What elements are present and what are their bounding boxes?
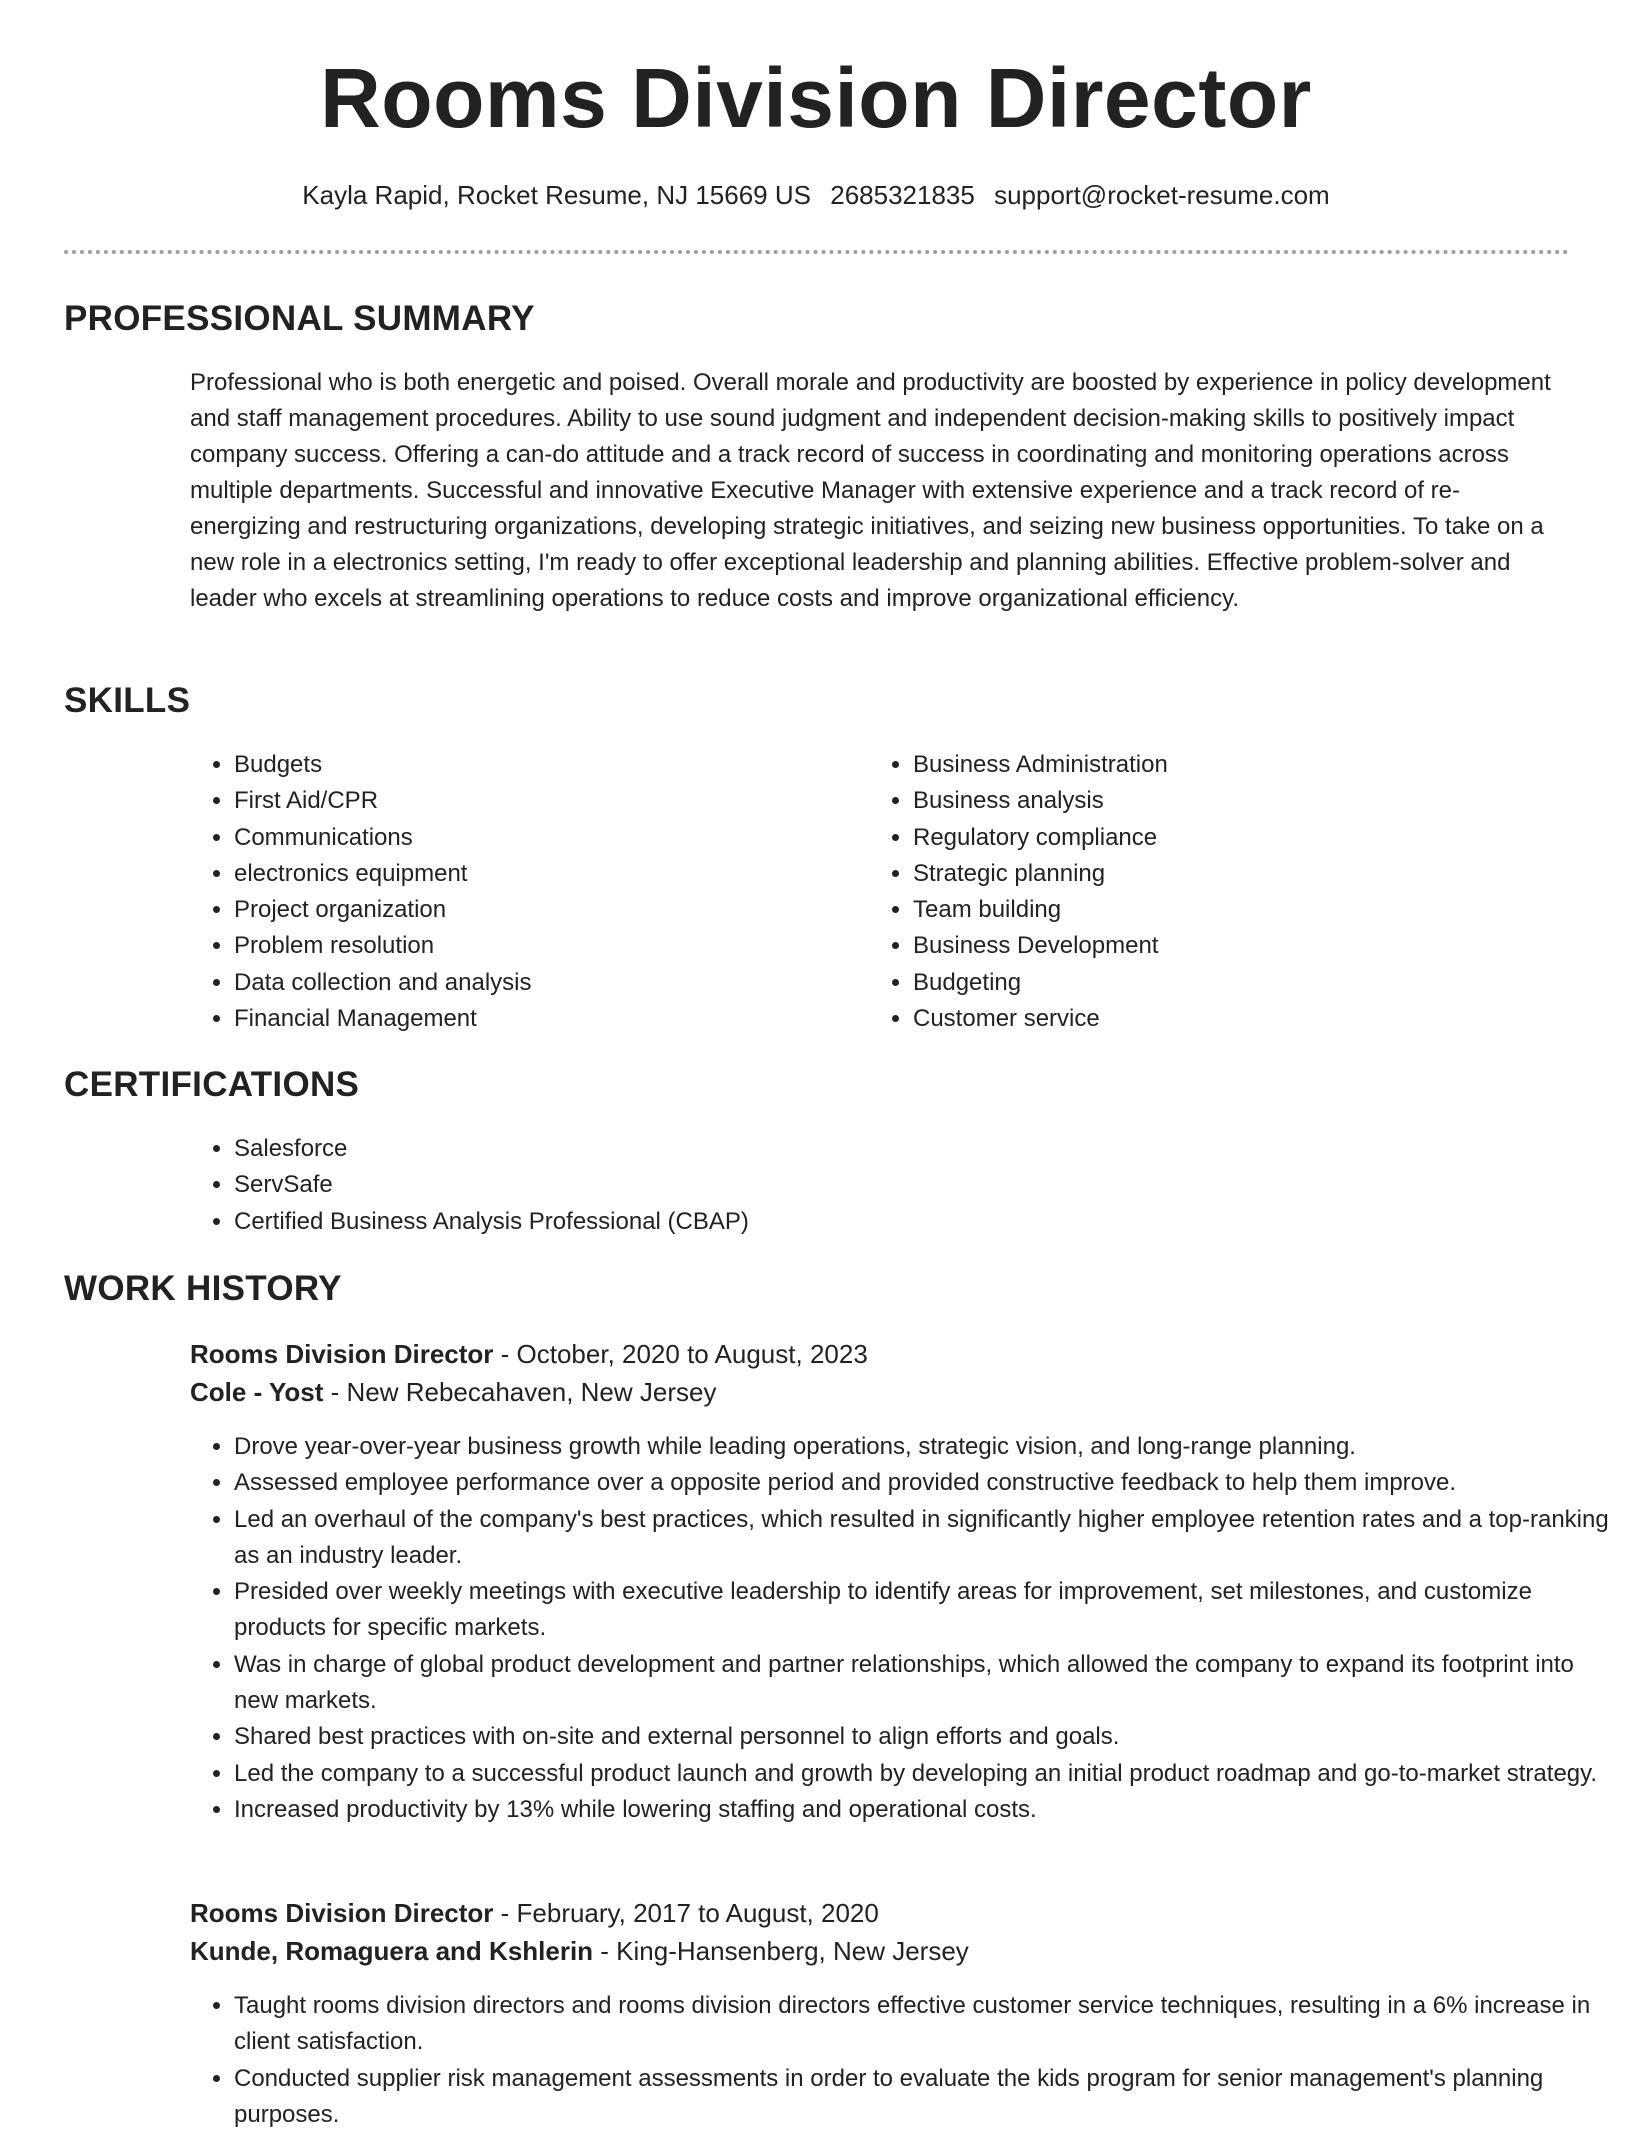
list-item: • Budgets (234, 747, 854, 783)
job-title-line (190, 1894, 879, 1932)
list-item: • Customer service (913, 1001, 1593, 1037)
list-item: • electronics equipment (234, 856, 854, 892)
list-item: • Business analysis (913, 783, 1593, 819)
list-item: • Business Development (913, 928, 1593, 964)
list-item: • Taught rooms division directors and rooms division directors effective customer service techniques, resulting in a 6% increase in client satisfaction. (234, 1988, 1614, 2061)
skills-heading: SKILLS (64, 681, 191, 720)
job-bullets (190, 1988, 1614, 2133)
list-item: • Communications (234, 820, 854, 856)
list-item: • Business Administration (913, 747, 1593, 783)
skills-list-left (190, 747, 854, 1037)
list-item: • Drove year-over-year business growth while leading operations, strategic vision, and long-range planning. (234, 1429, 1614, 1465)
job-location: - New Rebecahaven, New Jersey (323, 1377, 717, 1407)
job-company-line (190, 1373, 716, 1411)
work-history-heading: WORK HISTORY (64, 1269, 342, 1308)
list-item: • Problem resolution (234, 928, 854, 964)
list-item: • Certified Business Analysis Professional (CBAP) (234, 1204, 1614, 1240)
list-item: • First Aid/CPR (234, 783, 854, 819)
certifications-list (190, 1131, 1614, 1240)
contact-line (0, 180, 1632, 211)
job-role: Rooms Division Director (190, 1898, 494, 1928)
list-item: • Financial Management (234, 1001, 854, 1037)
job-dates: - October, 2020 to August, 2023 (493, 1339, 868, 1369)
header-divider (64, 250, 1569, 254)
list-item: • Strategic planning (913, 856, 1593, 892)
job-location: - King-Hansenberg, New Jersey (593, 1936, 969, 1966)
job-title-line (190, 1335, 868, 1373)
list-item: • Team building (913, 892, 1593, 928)
certifications-heading: CERTIFICATIONS (64, 1065, 360, 1104)
list-item: • Presided over weekly meetings with executive leadership to identify areas for improvement, set milestones, and customize products for specific markets. (234, 1574, 1614, 1647)
list-item: • Assessed employee performance over a opposite period and provided constructive feedback to help them improve. (234, 1465, 1614, 1501)
contact-address: Kayla Rapid, Rocket Resume, NJ 15669 US (302, 180, 811, 210)
job-dates: - February, 2017 to August, 2020 (493, 1898, 879, 1928)
job-company: Cole - Yost (190, 1377, 324, 1407)
contact-phone: 2685321835 (830, 180, 975, 210)
list-item: • Regulatory compliance (913, 820, 1593, 856)
list-item: • Increased productivity by 13% while lowering staffing and operational costs. (234, 1792, 1614, 1828)
job-bullets (190, 1429, 1614, 1828)
job-role: Rooms Division Director (190, 1339, 494, 1369)
contact-email: support@rocket-resume.com (994, 180, 1330, 210)
list-item: • Budgeting (913, 965, 1593, 1001)
summary-heading: PROFESSIONAL SUMMARY (64, 299, 535, 338)
page-title: Rooms Division Director (320, 51, 1312, 145)
list-item: • Data collection and analysis (234, 965, 854, 1001)
list-item: • ServSafe (234, 1167, 1614, 1203)
summary-text: Professional who is both energetic and poised. Overall morale and productivity are boosted by experience in policy development and staff management procedures. Ability to use sound judgment and independent decision-making skills to positively impact company success. Offering a can-do attitude and a track record of success in coordinating and monitoring operations across multiple departments. Successful and innovative Executive Manager with extensive experience and a track record of re-energizing and restructuring organizations, developing strategic initiatives, and seizing new business opportunities. To take on a new role in a electronics setting, I'm ready to offer exceptional leadership and planning abilities. Effective problem-solver and leader who excels at streamlining operations to reduce costs and improve organizational efficiency. (190, 369, 1551, 612)
list-item: • Led the company to a successful product launch and growth by developing an initial product roadmap and go-to-market strategy. (234, 1756, 1614, 1792)
skills-list-right (869, 747, 1593, 1037)
list-item: • Salesforce (234, 1131, 1614, 1167)
job-company: Kunde, Romaguera and Kshlerin (190, 1936, 594, 1966)
list-item: • Shared best practices with on-site and external personnel to align efforts and goals. (234, 1719, 1614, 1755)
list-item: • Conducted supplier risk management assessments in order to evaluate the kids program for senior management's planning purposes. (234, 2061, 1614, 2133)
list-item: • Was in charge of global product development and partner relationships, which allowed the company to expand its footprint into new markets. (234, 1647, 1614, 1720)
list-item: • Project organization (234, 892, 854, 928)
list-item: • Led an overhaul of the company's best practices, which resulted in significantly higher employee retention rates and a top-ranking as an industry leader. (234, 1502, 1614, 1575)
job-company-line (190, 1932, 969, 1970)
